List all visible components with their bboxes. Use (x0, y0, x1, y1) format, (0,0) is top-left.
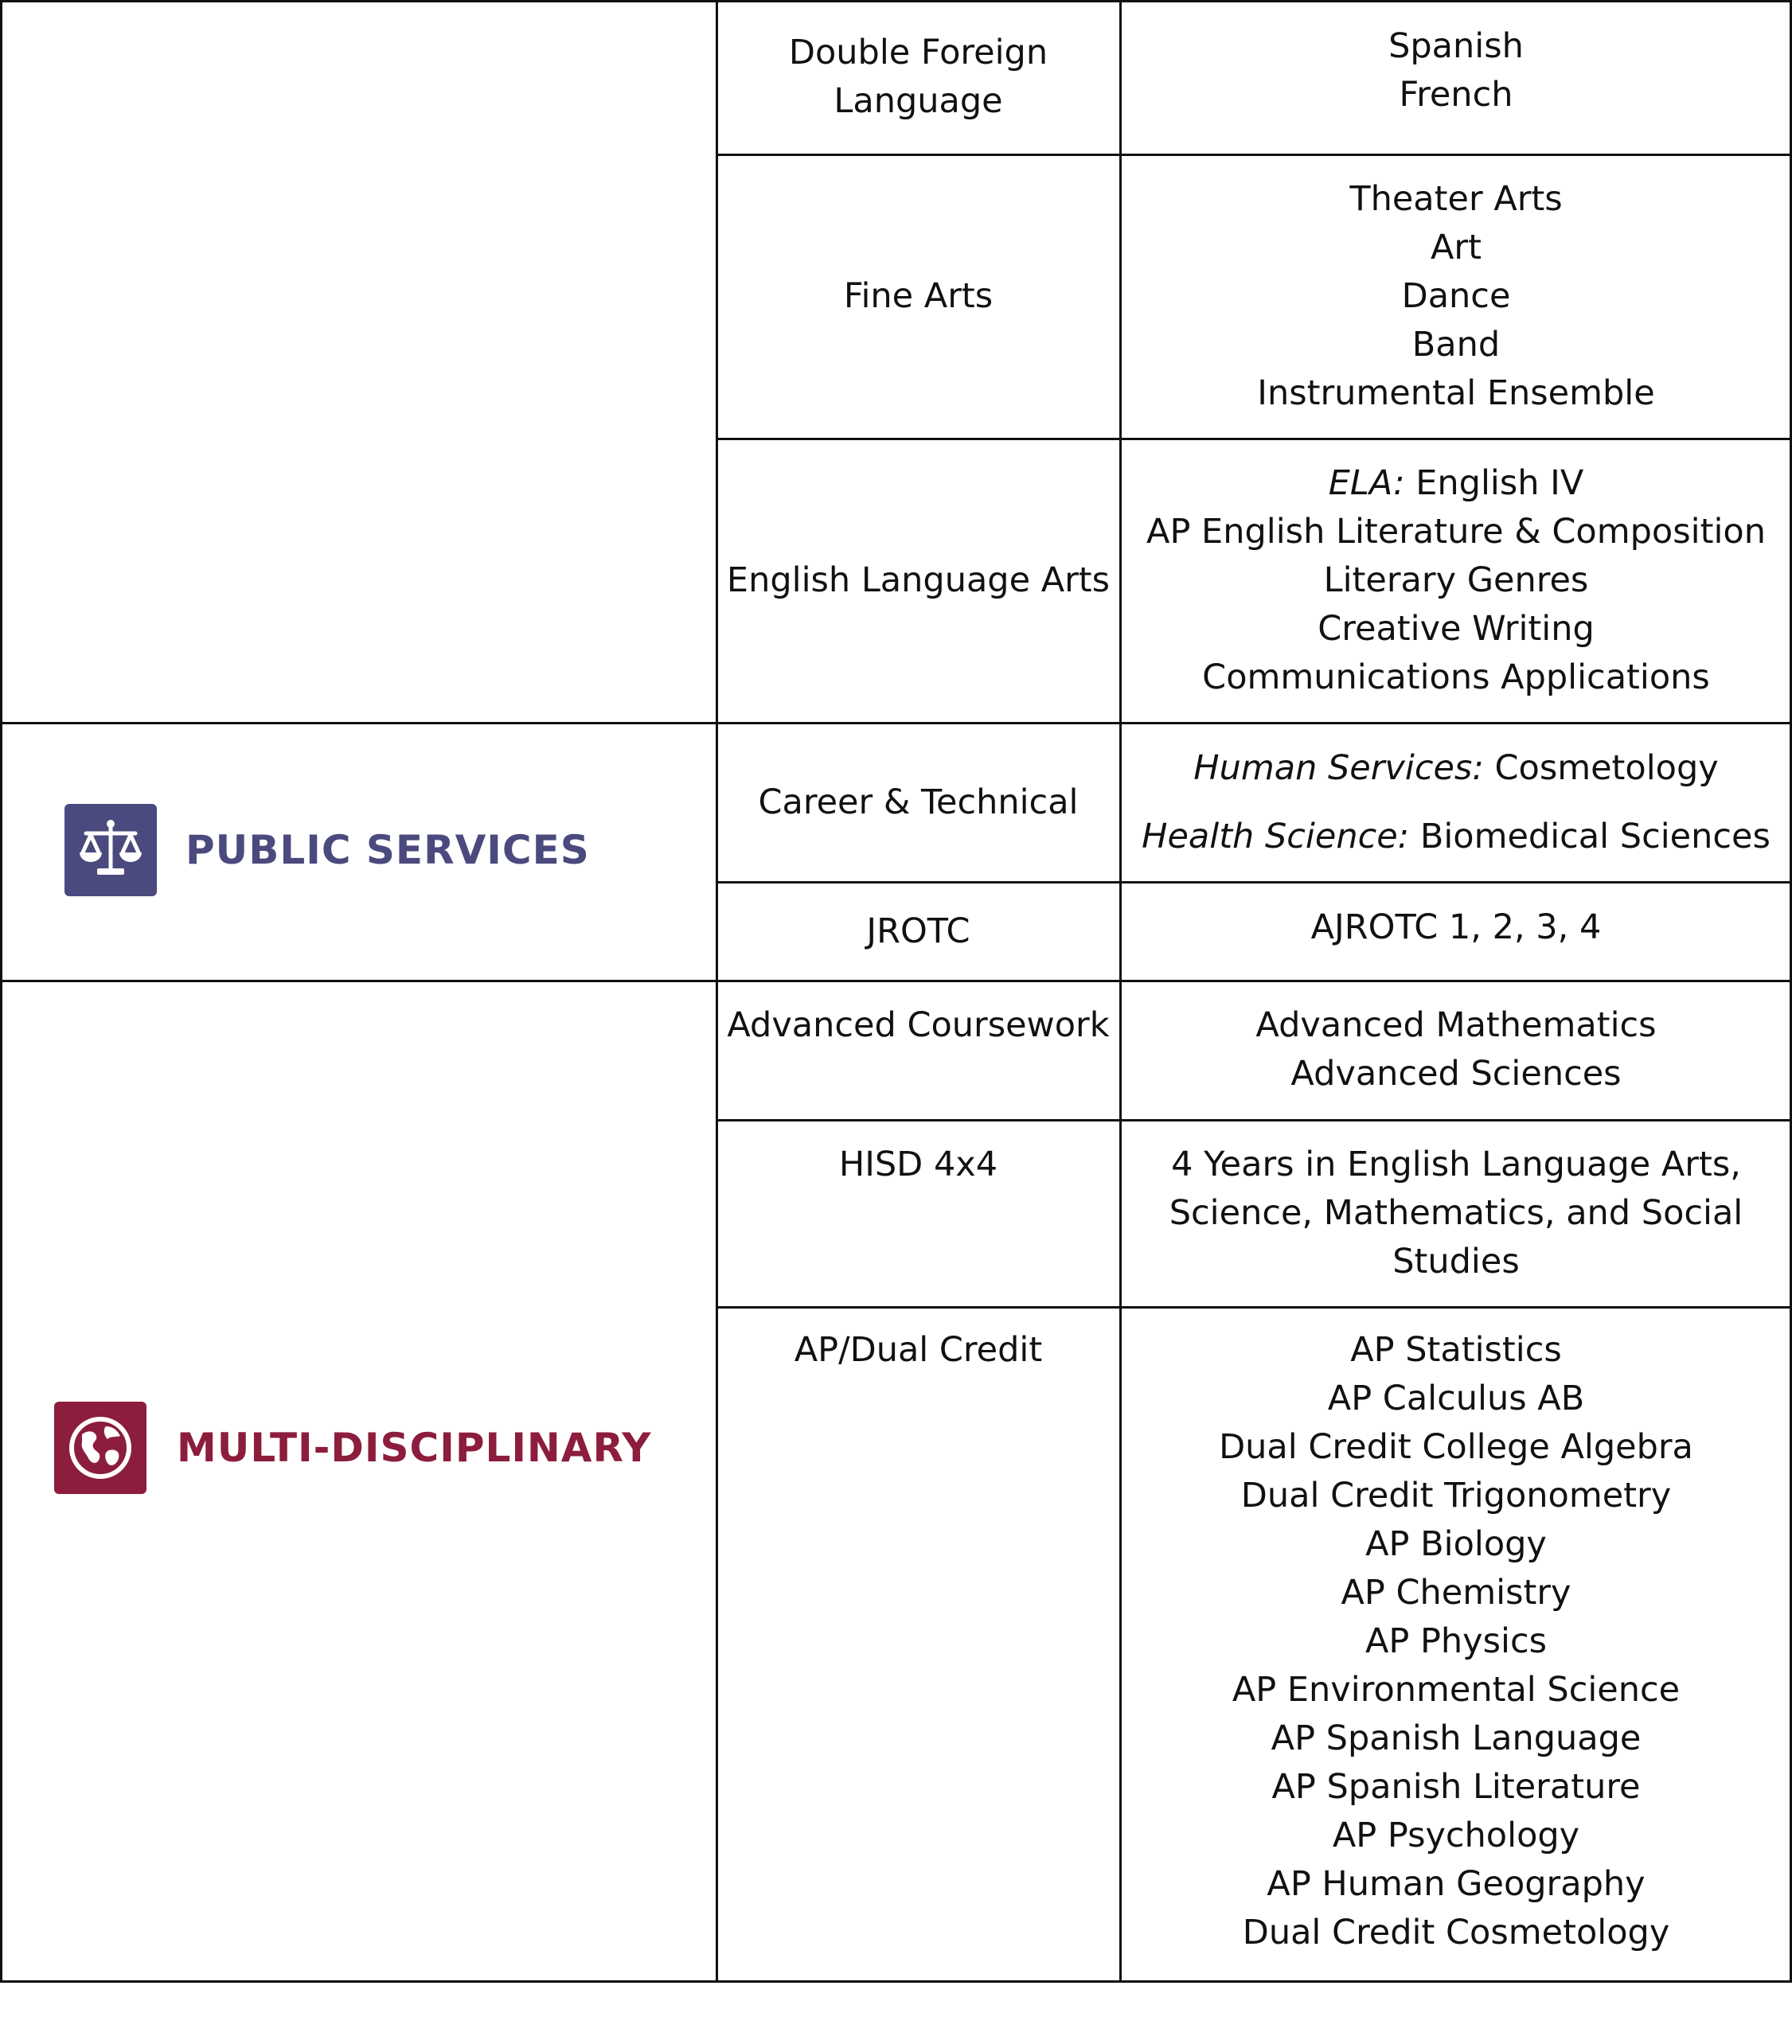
course-item: Art (1431, 228, 1482, 267)
course-item: AP Biology (1365, 1524, 1547, 1564)
course-item (1329, 459, 1584, 508)
course-item: Creative Writing (1318, 609, 1595, 649)
course-item: Dance (1401, 276, 1511, 316)
area-label: AP/Dual Credit (794, 1330, 1043, 1370)
area-label: Fine Arts (843, 276, 994, 316)
course-category-prefix: ELA: (1328, 463, 1405, 503)
course-item: Instrumental Ensemble (1257, 373, 1655, 413)
area-cell-jrotc (716, 882, 1120, 981)
public-services-label: PUBLIC SERVICES (185, 827, 590, 873)
globe-icon (54, 1402, 146, 1494)
area-cell-fine-arts (716, 154, 1120, 439)
public-services-logo (64, 804, 590, 896)
course-item: AP English Literature & Composition (1146, 512, 1766, 552)
course-item: AP Statistics (1350, 1330, 1562, 1370)
course-item: Advanced Mathematics (1255, 1005, 1657, 1045)
area-label: Advanced Coursework (727, 1005, 1110, 1045)
course-item: Literary Genres (1323, 560, 1589, 600)
table-border-left (0, 0, 2, 1983)
row-divider (716, 881, 1792, 884)
course-item: Spanish (1388, 26, 1524, 66)
course-category-prefix: Health Science: (1142, 817, 1410, 856)
section-divider (0, 722, 1792, 724)
course-item: AP Spanish Literature (1271, 1767, 1641, 1807)
area-cell-ela (716, 439, 1120, 723)
course-name: English IV (1404, 463, 1584, 503)
course-name: Biomedical Sciences (1409, 817, 1771, 856)
area-label-line: Double Foreign (788, 33, 1048, 72)
course-item: AP Spanish Language (1271, 1718, 1642, 1758)
course-item: AP Environmental Science (1232, 1670, 1681, 1710)
row-divider (716, 154, 1792, 156)
courses-cell-ela (1120, 439, 1792, 723)
course-item: AP Calculus AB (1327, 1379, 1585, 1418)
column-divider (716, 0, 718, 1983)
row-divider (716, 1119, 1792, 1121)
course-item: Dual Credit College Algebra (1219, 1427, 1693, 1467)
courses-cell-jrotc (1120, 882, 1792, 981)
course-item (1193, 734, 1718, 802)
table-border-bottom (0, 1980, 1792, 1983)
column-divider (1119, 0, 1122, 1983)
course-item: AP Chemistry (1341, 1573, 1571, 1613)
courses-cell-advanced-coursework (1120, 981, 1792, 1120)
course-item: Advanced Sciences (1290, 1054, 1622, 1094)
course-item: Dual Credit Trigonometry (1240, 1476, 1672, 1515)
courses-cell-career-technical (1120, 723, 1792, 882)
area-label: JROTC (866, 911, 970, 951)
course-item: French (1399, 75, 1513, 115)
course-category-prefix: Human Services: (1193, 748, 1484, 788)
row-divider (716, 438, 1792, 440)
course-item: AJROTC 1, 2, 3, 4 (1310, 907, 1602, 947)
multi-disciplinary-label: MULTI-DISCIPLINARY (177, 1425, 652, 1471)
course-item: Band (1411, 325, 1501, 365)
area-label: Career & Technical (758, 782, 1079, 822)
courses-cell-ap-dual (1120, 1307, 1792, 1981)
course-item: Communications Applications (1202, 657, 1710, 697)
course-item: AP Human Geography (1267, 1864, 1646, 1904)
area-cell-hisd (716, 1120, 1120, 1307)
course-item-line: 4 Years in English Language Arts, (1171, 1145, 1741, 1184)
area-cell-ap-dual (716, 1307, 1120, 1981)
course-item: Theater Arts (1349, 179, 1563, 219)
courses-cell-fine-arts (1120, 154, 1792, 439)
area-cell-advanced-coursework (716, 981, 1120, 1120)
course-name: Cosmetology (1483, 748, 1719, 788)
course-item-line: Studies (1392, 1242, 1520, 1281)
course-item-line: Science, Mathematics, and Social (1169, 1193, 1743, 1233)
table-border-top (0, 0, 1792, 2)
course-item: AP Psychology (1332, 1816, 1580, 1855)
section-divider (0, 980, 1792, 982)
area-label: HISD 4x4 (838, 1145, 998, 1184)
course-item: Dual Credit Cosmetology (1242, 1913, 1670, 1952)
area-label-line: Language (834, 81, 1003, 121)
courses-cell-foreign-language (1120, 0, 1792, 154)
course-item (1142, 802, 1771, 871)
row-divider (716, 1306, 1792, 1309)
multi-disciplinary-logo (54, 1402, 651, 1494)
area-cell-career-technical (716, 723, 1120, 882)
courses-cell-hisd (1120, 1120, 1792, 1307)
course-item: AP Physics (1364, 1621, 1548, 1661)
area-label: English Language Arts (726, 560, 1111, 600)
area-cell-foreign-language (716, 0, 1120, 154)
scales-icon (64, 804, 157, 896)
